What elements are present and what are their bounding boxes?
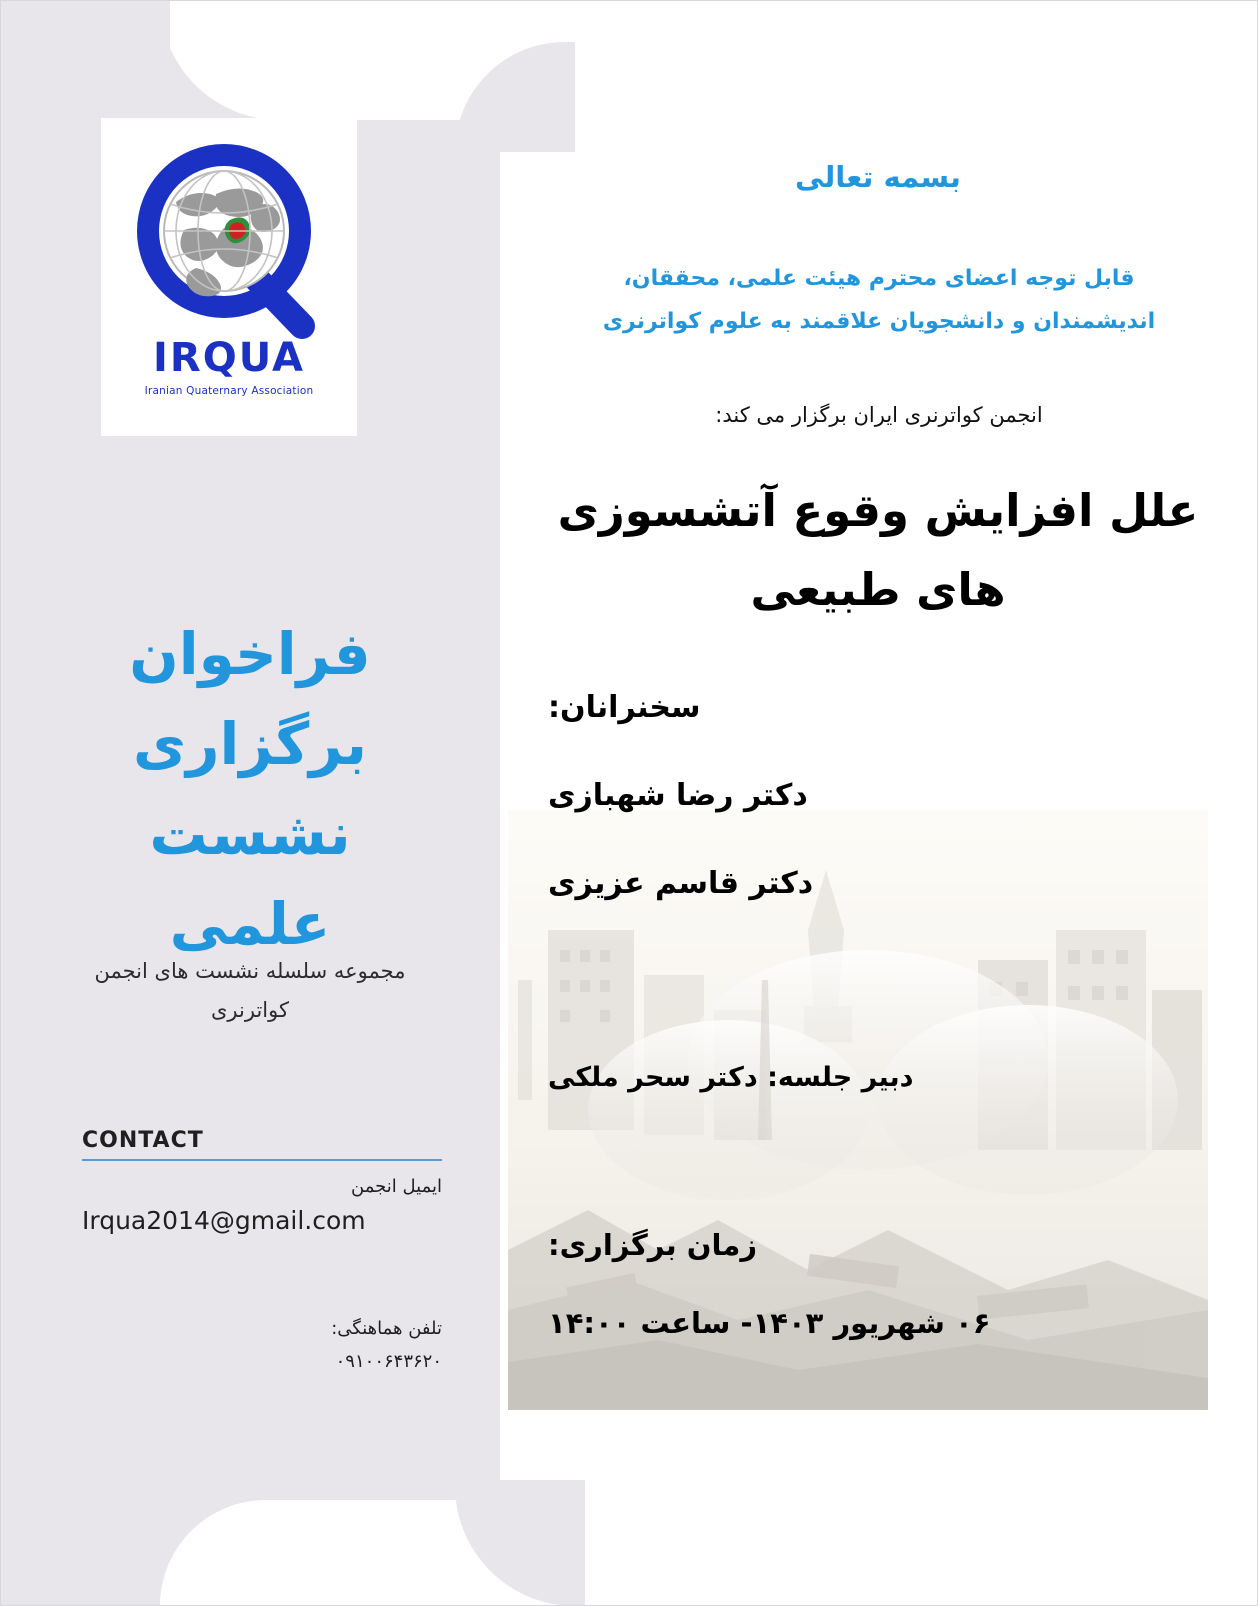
panel-corner-cutout-bottom bbox=[160, 1500, 500, 1606]
left-headline-line-1: فراخوان bbox=[129, 620, 371, 688]
event-title: علل افزایش وقوع آتشسوزی های طبیعی bbox=[557, 484, 1199, 616]
contact-phone-group bbox=[82, 1313, 442, 1378]
left-headline-line-2: برگزاری bbox=[132, 709, 368, 778]
audience-line-2: اندیشمندان و دانشجویان علاقمند به علوم کواترنری bbox=[602, 308, 1156, 334]
organizer-line: انجمن کواترنری ایران برگزار می کند: bbox=[715, 403, 1043, 427]
logo-block bbox=[101, 118, 357, 436]
contact-title: CONTACT bbox=[82, 1128, 204, 1153]
bismillah-text: بسمه تعالی bbox=[795, 160, 961, 194]
contact-phone-value[interactable]: ۰۹۱۰۰۶۴۳۶۲۰ bbox=[335, 1350, 442, 1372]
contact-email-label: ایمیل انجمن bbox=[351, 1176, 442, 1197]
contact-email-value[interactable]: Irqua2014@gmail.com bbox=[82, 1205, 366, 1235]
speaker-name-2: دکتر قاسم عزیزی bbox=[548, 866, 814, 901]
logo-acronym: IRQUA bbox=[153, 335, 305, 381]
left-headline bbox=[60, 610, 440, 970]
globe-q-icon bbox=[124, 136, 334, 346]
audience-line-1: قابل توجه اعضای محترم هیئت علمی، محققان، bbox=[623, 266, 1135, 291]
contact-phone-label: تلفن هماهنگی: bbox=[331, 1318, 442, 1340]
audience-block bbox=[546, 258, 1212, 344]
event-time-value: ۰۶ شهریور ۱۴۰۳- ساعت ۱۴:۰۰ bbox=[548, 1306, 991, 1340]
session-chair-line: دبیر جلسه: دکتر سحر ملکی bbox=[548, 1062, 914, 1093]
contact-block bbox=[82, 1128, 442, 1378]
main-content bbox=[500, 0, 1258, 1606]
left-headline-line-3: نشست علمی bbox=[149, 799, 351, 958]
left-subtitle: مجموعه سلسله نشست های انجمن کواترنری bbox=[94, 959, 406, 1022]
speakers-label: سخنرانان: bbox=[548, 690, 701, 725]
contact-divider bbox=[82, 1159, 442, 1161]
logo-subtitle: Iranian Quaternary Association bbox=[144, 385, 314, 397]
event-time-label: زمان برگزاری: bbox=[548, 1228, 758, 1262]
speaker-name-1: دکتر رضا شهبازی bbox=[548, 778, 808, 813]
